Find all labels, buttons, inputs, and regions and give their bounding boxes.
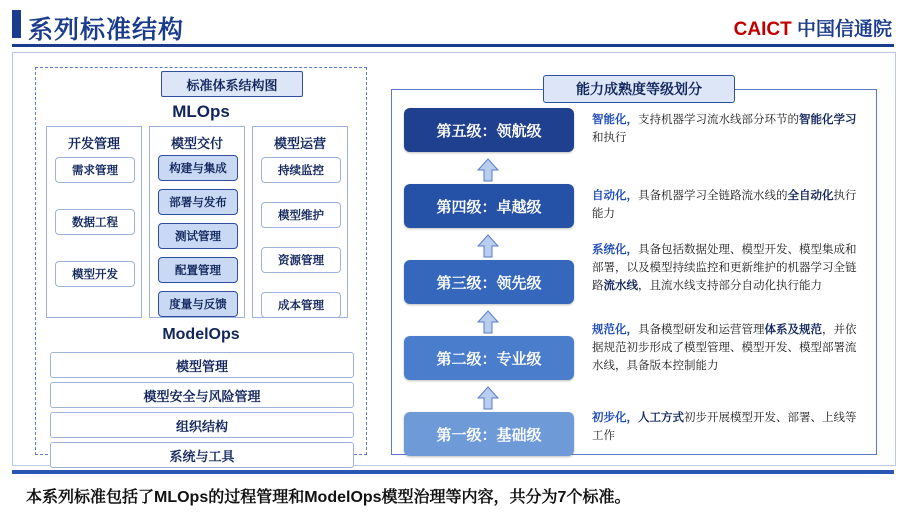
- header-accent-bar: [12, 10, 21, 38]
- footer-divider: [12, 470, 894, 474]
- column-development-management: [46, 126, 142, 318]
- level-5-keyword: 智能化，: [592, 114, 638, 126]
- bar-organization-structure: 组织结构: [50, 412, 354, 438]
- diagram-canvas: [12, 52, 896, 466]
- level-2-professional: 第二级：专业级: [404, 336, 574, 380]
- caict-logo: [734, 14, 892, 41]
- maturity-level-panel: [391, 89, 877, 455]
- chip-metrics-feedback: 度量与反馈: [158, 291, 238, 317]
- level-5-description: [592, 112, 864, 148]
- footer-summary: 本系列标准包括了MLOps的过程管理和ModelOps模型治理等内容，共分为7个标准。: [26, 489, 631, 506]
- column-model-delivery: [149, 126, 245, 318]
- chip-build-integration: 构建与集成: [158, 155, 238, 181]
- level-2-description: [592, 322, 864, 375]
- caict-logo-mark: CAICT: [733, 19, 792, 40]
- chip-resource-management: 资源管理: [261, 247, 341, 273]
- column-header: 开发管理: [67, 136, 120, 151]
- level-4-desc-post: 执行能力: [592, 190, 857, 220]
- level-4-excellence: 第四级：卓越级: [404, 184, 574, 228]
- chip-deploy-release: 部署与发布: [158, 189, 238, 215]
- page-header: [0, 0, 906, 48]
- arrow-up-icon-1to2: [477, 386, 499, 410]
- level-5-desc-pre: 支持机器学习流水线部分环节的: [638, 114, 799, 126]
- column-header: 模型交付: [170, 136, 223, 151]
- level-3-leading: 第三级：领先级: [404, 260, 574, 304]
- level-1-desc-post: 初步开展模型开发、部署、上线等工作: [592, 412, 857, 442]
- level-1-desc-bold: 人工方式: [638, 412, 684, 424]
- level-3-desc-post: ，且流水线支持部分自动化执行能力: [638, 279, 822, 292]
- level-5-desc-bold: 智能化学习: [799, 114, 857, 126]
- column-header: 模型运营: [273, 136, 326, 151]
- level-3-description: [592, 242, 864, 295]
- maturity-level-title: 能力成熟度等级划分: [543, 75, 735, 103]
- chip-data-engineering: 数据工程: [55, 209, 135, 235]
- header-divider: [12, 44, 894, 47]
- level-2-desc-pre: 具备模型研发和运营管理: [638, 324, 765, 336]
- level-2-desc-bold: 体系及规范: [764, 324, 822, 336]
- level-2-desc-post: ，并依据规范初步形成了模型管理、模型开发、模型部署流水线，具备版本控制能力: [592, 324, 857, 372]
- chip-requirement-management: 需求管理: [55, 157, 135, 183]
- level-5-desc-post: 和执行: [592, 131, 627, 144]
- level-1-basic: 第一级：基础级: [404, 412, 574, 456]
- arrow-up-icon-2to3: [477, 310, 499, 334]
- column-model-operations: [252, 126, 348, 318]
- page-title: 系列标准结构: [28, 16, 185, 44]
- chip-cost-management: 成本管理: [261, 292, 341, 318]
- standard-structure-panel: [35, 67, 367, 464]
- chip-model-development: 模型开发: [55, 261, 135, 287]
- standard-structure-title: 标准体系结构图: [161, 71, 303, 97]
- chip-test-management: 测试管理: [158, 223, 238, 249]
- level-3-desc-bold: 流水线: [603, 279, 638, 292]
- modelops-label: ModelOps: [162, 326, 240, 343]
- bar-systems-tools: 系统与工具: [50, 442, 354, 468]
- level-3-desc-pre: 具备包括数据处理、模型开发、模型集成和部署，以及模型持续监控和更新维护的机器学习全链路: [592, 244, 857, 292]
- chip-model-maintenance: 模型维护: [261, 202, 341, 228]
- level-5-navigator: 第五级：领航级: [404, 108, 574, 152]
- bar-model-security-risk: 模型安全与风险管理: [50, 382, 354, 408]
- chip-continuous-monitoring: 持续监控: [261, 157, 341, 183]
- arrow-up-icon-4to5: [477, 158, 499, 182]
- level-1-keyword: 初步化，: [592, 412, 638, 424]
- level-2-keyword: 规范化，: [592, 324, 638, 336]
- level-1-description: [592, 410, 864, 446]
- mlops-label: MLOps: [172, 102, 230, 121]
- chip-config-management: 配置管理: [158, 257, 238, 283]
- level-4-description: [592, 188, 864, 224]
- bar-model-management: 模型管理: [50, 352, 354, 378]
- level-3-keyword: 系统化，: [592, 244, 638, 256]
- level-4-keyword: 自动化，: [592, 190, 638, 202]
- arrow-up-icon-3to4: [477, 234, 499, 258]
- caict-logo-text: 中国信通院: [796, 19, 892, 40]
- level-4-desc-pre: 具备机器学习全链路流水线的: [638, 190, 788, 202]
- level-4-desc-bold: 全自动化: [787, 190, 834, 202]
